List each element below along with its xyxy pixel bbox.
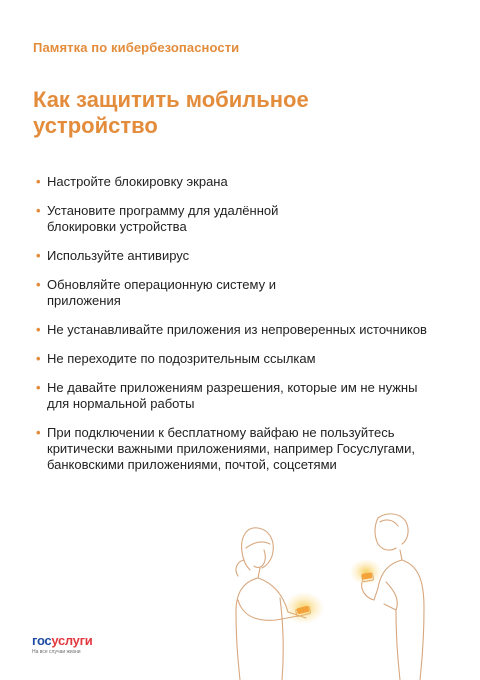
- tip-text: Установите программу для удалённой блокировки устройства: [47, 203, 279, 234]
- bullet-icon: •: [36, 174, 41, 189]
- bullet-icon: •: [36, 351, 41, 366]
- tip-item: [36, 248, 456, 264]
- bullet-icon: •: [36, 425, 41, 440]
- bullet-icon: •: [36, 203, 41, 218]
- tip-text: Используйте антивирус: [47, 248, 190, 263]
- tip-item: [36, 174, 456, 190]
- tip-text: Не устанавливайте приложения из непроверенных источников: [47, 322, 427, 337]
- tip-text: При подключении к бесплатному вайфаю не пользуйтесь критически важными приложениями, например Госуслугами, банковскими приложениями, почтой, соцсетями: [47, 425, 415, 472]
- tip-item: [36, 380, 456, 412]
- tip-text: Не переходите по подозрительным ссылкам: [47, 351, 316, 366]
- tips-list: [36, 174, 456, 486]
- bullet-icon: •: [36, 248, 41, 263]
- brand-tagline: На все случаи жизни: [32, 649, 81, 655]
- tip-item: [36, 277, 456, 309]
- bullet-icon: •: [36, 380, 41, 395]
- tip-text: Не давайте приложениям разрешения, которые им не нужны для нормальной работы: [47, 380, 418, 411]
- tip-item: [36, 425, 456, 473]
- gosuslugi-logo: [32, 634, 92, 656]
- tip-text: Настройте блокировку экрана: [47, 174, 228, 189]
- document-kicker: Памятка по кибербезопасности: [33, 40, 240, 55]
- brand-name-part2: услуги: [51, 633, 93, 648]
- tip-item: [36, 203, 456, 235]
- page-title: Как защитить мобильное устройство: [33, 87, 309, 138]
- tip-item: [36, 351, 456, 367]
- people-with-phones-illustration: [180, 490, 480, 680]
- bullet-icon: •: [36, 322, 41, 337]
- tip-item: [36, 322, 456, 338]
- brand-name-part1: гос: [32, 633, 52, 648]
- bullet-icon: •: [36, 277, 41, 292]
- tip-text: Обновляйте операционную систему и приложения: [47, 277, 276, 308]
